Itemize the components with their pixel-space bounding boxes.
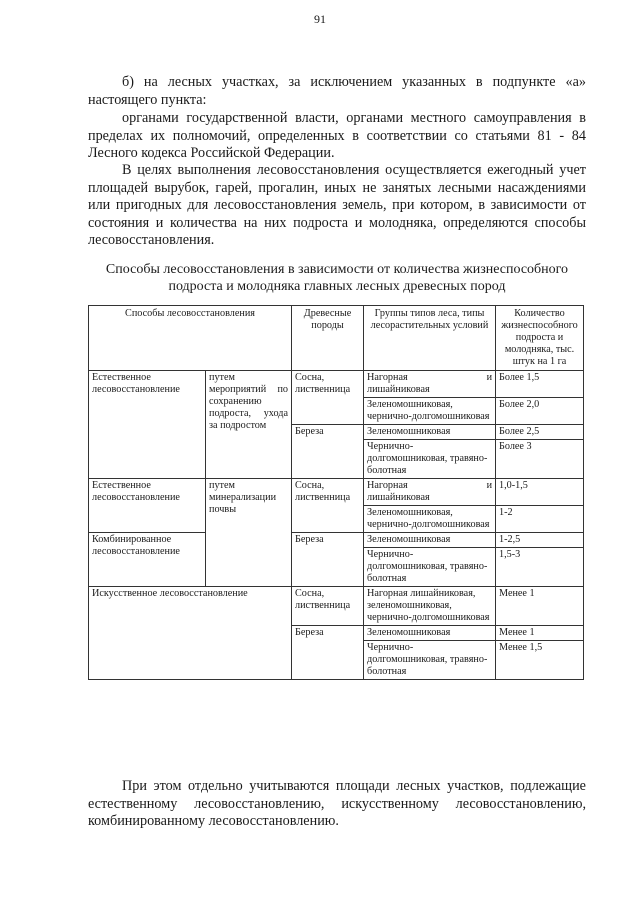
quantity-cell: 1,0-1,5 [496, 479, 584, 506]
group-part: и [486, 372, 493, 383]
table-header-row [89, 306, 584, 371]
quantity-cell: Более 2,5 [496, 425, 584, 440]
table-row [89, 533, 584, 548]
header-method: Способы лесовосстановления [89, 306, 292, 371]
method-natural-1-way: путем мероприятий по сохранению подроста, ухода за подростом [206, 371, 292, 479]
species-birch: Береза [292, 533, 364, 587]
group-cell: Зеленомошниковая, чернично-долгомошниковая [364, 506, 496, 533]
quantity-cell: 1-2,5 [496, 533, 584, 548]
group-part: Нагорная [367, 372, 408, 383]
species-pine-larch: Сосна, лиственница [292, 479, 364, 533]
quantity-cell: Более 2,0 [496, 398, 584, 425]
header-species: Древесные породы [292, 306, 364, 371]
paragraph-separate-accounting: При этом отдельно учитываются площади лесных участков, подлежащие естественному лесовосстановлению, искусственному лесовосстановлению, комбинированному лесовосстановлению. [88, 778, 586, 829]
group-cell: Чернично-долгомошниковая, травяно-болотная [364, 440, 496, 479]
group-cell: Зеленомошниковая [364, 425, 496, 440]
method-natural-2: Естественное лесовосстановление [89, 479, 206, 533]
species-pine-larch: Сосна, лиственница [292, 371, 364, 425]
table-row [89, 479, 584, 506]
header-quantity: Количество жизнеспособного подроста и молодняка, тыс. штук на 1 га [496, 306, 584, 371]
species-birch: Береза [292, 626, 364, 680]
quantity-cell: Более 3 [496, 440, 584, 479]
table-row [89, 587, 584, 626]
species-birch: Береза [292, 425, 364, 479]
paragraph-subpoint-b: б) на лесных участках, за исключением указанных в подпункте «а» настоящего пункта: [88, 74, 586, 108]
group-part: и [486, 480, 493, 491]
header-groups: Группы типов леса, типы лесорастительных условий [364, 306, 496, 371]
group-part: лишайниковая [367, 384, 430, 395]
method-combined: Комбинированное лесовосстановление [89, 533, 206, 587]
reforestation-table [88, 305, 584, 680]
quantity-cell: Менее 1 [496, 587, 584, 626]
method-natural-1: Естественное лесовосстановление [89, 371, 206, 479]
quantity-cell: Менее 1 [496, 626, 584, 641]
species-pine-larch: Сосна, лиственница [292, 587, 364, 626]
group-part: Нагорная [367, 480, 408, 491]
group-cell: Зеленомошниковая [364, 533, 496, 548]
paragraph-authorities: органами государственной власти, органами местного самоуправления в пределах их полномочий, определенных в соответствии со статьями 81 - 84 Лесного кодекса Российской Федерации. [88, 110, 586, 161]
quantity-cell: 1,5-3 [496, 548, 584, 587]
method-natural-2-way: путем минерализации почвы [206, 479, 292, 587]
page-number: 91 [314, 12, 326, 26]
paragraph-accounting: В целях выполнения лесовосстановления осуществляется ежегодный учет площадей вырубок, гарей, прогалин, иных не занятых лесными насаждениями или пригодных для лесовосстановления земель, при котором, в зависимости от состояния и количества на них подроста и молодняка, определяются способы лесовосстановления. [88, 162, 586, 248]
group-cell: Чернично-долгомошниковая, травяно-болотная [364, 641, 496, 680]
group-cell: Нагорная лишайниковая, зеленомошниковая, чернично-долгомошниковая [364, 587, 496, 626]
table-caption: Способы лесовосстановления в зависимости от количества жизнеспособного подроста и молодняка главных лесных древесных пород [105, 262, 569, 294]
group-cell: Чернично-долгомошниковая, травяно-болотная [364, 548, 496, 587]
group-cell: Зеленомошниковая [364, 626, 496, 641]
group-cell [364, 371, 496, 398]
method-artificial: Искусственное лесовосстановление [89, 587, 292, 680]
quantity-cell: Более 1,5 [496, 371, 584, 398]
table-row [89, 371, 584, 398]
group-cell [364, 479, 496, 506]
group-part: лишайниковая [367, 492, 430, 503]
quantity-cell: Менее 1,5 [496, 641, 584, 680]
quantity-cell: 1-2 [496, 506, 584, 533]
group-cell: Зеленомошниковая, чернично-долгомошниковая [364, 398, 496, 425]
